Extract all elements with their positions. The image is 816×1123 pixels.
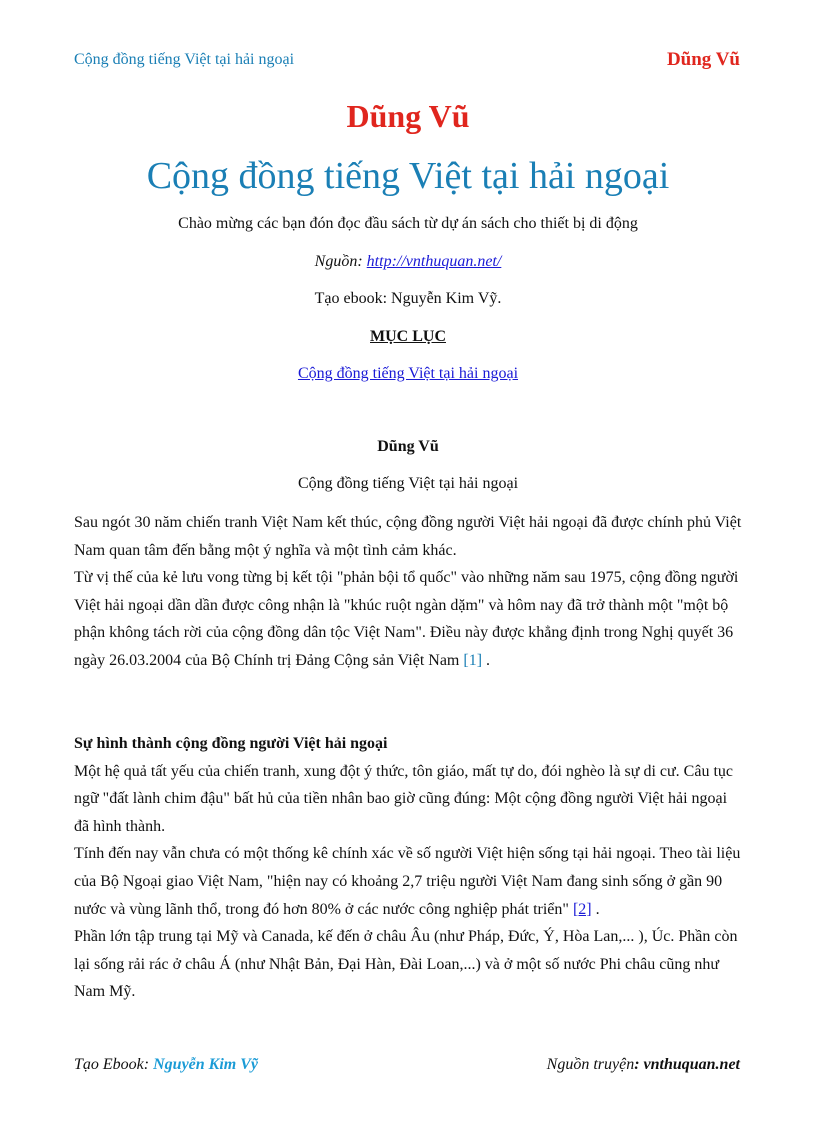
paragraph-2-end: . xyxy=(482,651,491,669)
section-heading: Sự hình thành cộng đồng người Việt hải ngoại xyxy=(74,735,388,752)
footer-ebook-sep: : xyxy=(143,1056,154,1073)
footer-source xyxy=(547,1056,740,1074)
running-header-author: Dũng Vũ xyxy=(666,49,740,70)
body-block-1 xyxy=(74,509,742,675)
paragraph-4-text: Tính đến nay vẫn chưa có một thống kê chính xác về số người Việt hiện sống tại hải ngoại. Theo tài liệu của Bộ Ngoại giao Việt Nam, "hiện nay có khoảng 2,7 triệu người Việt Nam đang sinh sống ở gần 90 nước và vùng lãnh thổ, trong đó hơn 80% ở các nước công nghiệp phát triển" xyxy=(74,845,741,918)
footer-ebook-name: Nguyễn Kim Vỹ xyxy=(153,1056,258,1073)
paragraph-3: Một hệ quả tất yếu của chiến tranh, xung đột ý thức, tôn giáo, mất tự do, đói nghèo là sự di cư. Câu tục ngữ "đất lành chim đậu" bất hủ của tiền nhân bao giờ cũng đúng: Một cộng đồng người Việt hải ngoại đã hình thành. xyxy=(74,762,733,835)
document-title: Cộng đồng tiếng Việt tại hải ngoại xyxy=(146,155,670,197)
chapter-author: Dũng Vũ xyxy=(377,438,439,455)
ebook-credit: Tạo ebook: Nguyễn Kim Vỹ. xyxy=(314,290,502,307)
source-label: Nguồn: xyxy=(314,253,367,270)
running-header-title: Cộng đồng tiếng Việt tại hải ngoại xyxy=(74,51,295,68)
toc-item-link[interactable]: Cộng đồng tiếng Việt tại hải ngoại xyxy=(297,365,519,382)
paragraph-5: Phần lớn tập trung tại Mỹ và Canada, kế đến ở châu Âu (như Pháp, Đức, Ý, Hòa Lan,... ), Úc. Phần còn lại sống rải rác ở châu Á (như Nhật Bản, Đại Hàn, Đài Loan,...) và ở một số nước Phi châu cũng như Nam Mỹ. xyxy=(74,928,738,1001)
paragraph-2 xyxy=(74,564,742,674)
body-block-2 xyxy=(74,730,742,1006)
chapter-title: Cộng đồng tiếng Việt tại hải ngoại xyxy=(297,475,519,492)
toc-list xyxy=(0,365,816,383)
paragraph-1: Sau ngót 30 năm chiến tranh Việt Nam kết thúc, cộng đồng người Việt hải ngoại đã được chính phủ Việt Nam quan tâm đến bằng một ý nghĩa và một tình cảm khác. xyxy=(74,514,742,559)
paragraph-2-text: Từ vị thế của kẻ lưu vong từng bị kết tội "phản bội tổ quốc" vào những năm sau 1975, cộng đồng người Việt hải ngoại dần dần được công nhận là "khúc ruột ngàn dặm" và hôm nay đã trở thành một "một bộ phận không tách rời của cộng đồng dân tộc Việt Nam". Điều này được khẳng định trong Nghị quyết 36 ngày 26.03.2004 của Bộ Chính trị Đảng Cộng sản Việt Nam xyxy=(74,569,739,669)
footer-ebook-label: Tạo Ebook xyxy=(74,1056,144,1073)
footer-ebook-credit xyxy=(74,1056,258,1074)
source-link[interactable]: http://vnthuquan.net/ xyxy=(366,253,502,270)
footnote-ref-1[interactable]: [1] xyxy=(463,651,483,669)
footer-source-sep: : xyxy=(634,1056,644,1073)
welcome-text: Chào mừng các bạn đón đọc đầu sách từ dự án sách cho thiết bị di động xyxy=(178,215,638,232)
paragraph-4 xyxy=(74,840,742,923)
footnote-ref-2[interactable]: [2] xyxy=(572,900,592,918)
source-line xyxy=(0,253,816,271)
paragraph-4-end: . xyxy=(591,900,600,918)
toc-heading: MỤC LỤC xyxy=(370,328,446,345)
footer-source-label: Nguồn truyện xyxy=(546,1056,635,1073)
footer-source-site: vnthuquan.net xyxy=(643,1056,740,1073)
document-author: Dũng Vũ xyxy=(346,98,470,134)
